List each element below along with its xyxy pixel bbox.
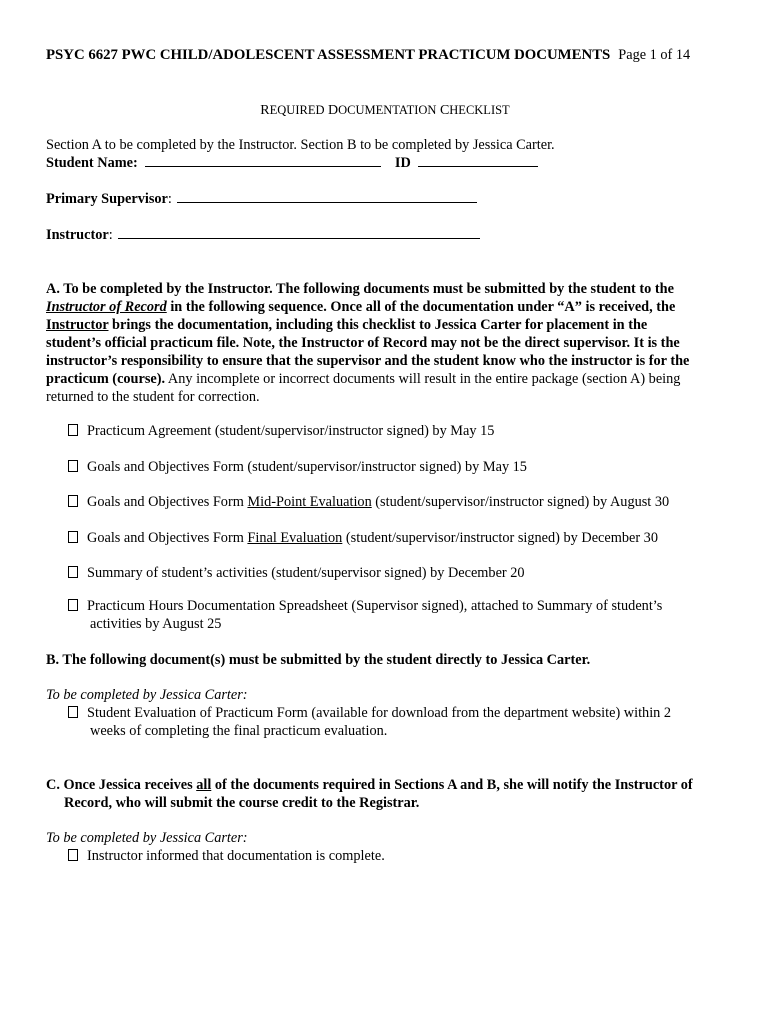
instructor-field[interactable] — [118, 226, 480, 239]
checklist-item-activities-summary: Summary of student’s activities (student/supervisor signed) by December 20 — [68, 564, 728, 582]
checklist-item-hours-spreadsheet: Practicum Hours Documentation Spreadsheet (Supervisor signed), attached to Summary of student’s activities by August 25 — [68, 597, 728, 633]
page-number: Page 1 of 14 — [618, 47, 691, 63]
checkbox[interactable] — [68, 706, 78, 718]
checklist-item-instructor-informed: Instructor informed that documentation is complete. — [68, 847, 728, 865]
checklist-item-final-evaluation: Goals and Objectives Form Final Evaluation (student/supervisor/instructor signed) by December 30 — [68, 529, 728, 547]
instructor-of-record-term: Instructor of Record — [46, 299, 167, 315]
checkbox[interactable] — [68, 566, 78, 578]
primary-supervisor-field[interactable] — [177, 190, 477, 203]
checklist-item-midpoint-evaluation: Goals and Objectives Form Mid-Point Evaluation (student/supervisor/instructor signed) by August 30 — [68, 493, 728, 511]
student-name-label: Student Name — [46, 155, 133, 171]
checkbox[interactable] — [68, 495, 78, 507]
page-header — [46, 46, 690, 64]
student-name-row: Student Name: ID — [46, 154, 538, 172]
checklist-item-practicum-agreement: Practicum Agreement (student/supervisor/instructor signed) by May 15 — [68, 422, 728, 440]
section-b-note: To be completed by Jessica Carter: — [46, 687, 248, 703]
instructor-label: Instructor — [46, 227, 109, 243]
id-label: ID — [394, 155, 411, 171]
checklist-title: REQUIRED DOCUMENTATION CHECKLIST — [260, 103, 510, 118]
checkbox[interactable] — [68, 424, 78, 436]
section-c-note: To be completed by Jessica Carter: — [46, 830, 248, 846]
intro-text: Section A to be completed by the Instructor. Section B to be completed by Jessica Carter. — [46, 137, 555, 153]
checkbox[interactable] — [68, 531, 78, 543]
section-a-description: A. To be completed by the Instructor. The following documents must be submitted by the student to the Instructor of Record in the following sequence. Once all of the documentation under “A” is received, the Instructor brings the documentation, including this checklist to Jessica Carter for placement in the student’s official practicum file. Note, the Instructor of Record may not be the direct supervisor. It is the instructor’s responsibility to ensure that the supervisor and the student know who the instructor is for the practicum (course). Any incomplete or incorrect documents will result in the entire package (section A) being returned to the student for correction. — [46, 281, 690, 405]
primary-supervisor-label: Primary Supervisor — [46, 191, 168, 207]
id-field[interactable] — [418, 154, 538, 167]
checkbox[interactable] — [68, 599, 78, 611]
instructor-term: Instructor — [46, 317, 109, 333]
checklist-item-student-evaluation: Student Evaluation of Practicum Form (available for download from the department website) within 2 weeks of completing the final practicum evaluation. — [68, 704, 728, 740]
student-name-field[interactable] — [145, 154, 381, 167]
primary-supervisor-row: Primary Supervisor: — [46, 190, 477, 208]
instructor-row: Instructor: — [46, 226, 480, 244]
section-c-heading: C. Once Jessica receives all of the documents required in Sections A and B, she will notify the Instructor of Record, who will submit the course credit to the Registrar. — [46, 777, 693, 811]
checkbox[interactable] — [68, 460, 78, 472]
document-title: PSYC 6627 PWC CHILD/ADOLESCENT ASSESSMENT PRACTICUM DOCUMENTS — [46, 47, 611, 63]
checklist-item-goals-objectives: Goals and Objectives Form (student/supervisor/instructor signed) by May 15 — [68, 458, 728, 476]
checkbox[interactable] — [68, 849, 78, 861]
section-b-heading: B. The following document(s) must be submitted by the student directly to Jessica Carter. — [46, 652, 591, 668]
